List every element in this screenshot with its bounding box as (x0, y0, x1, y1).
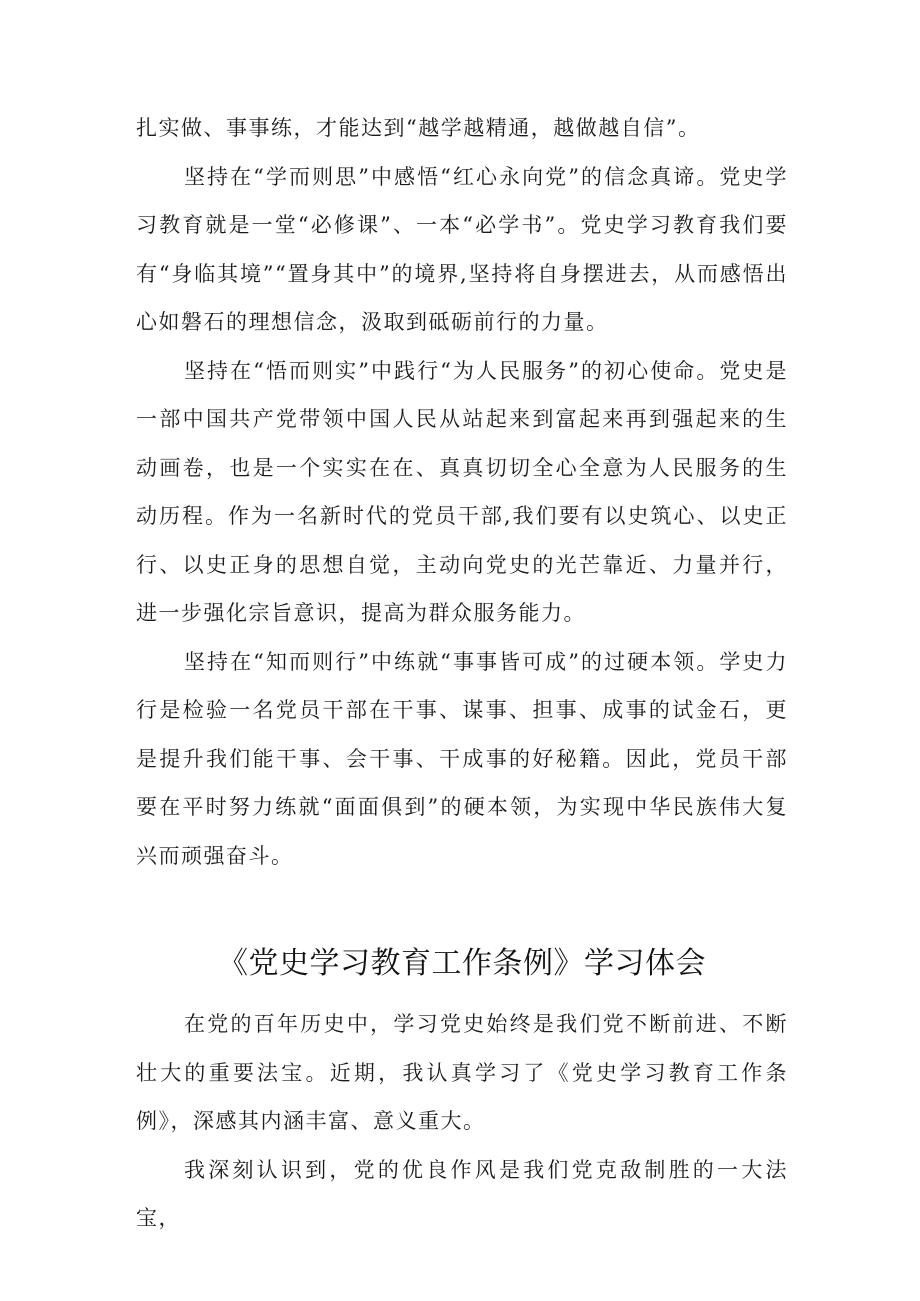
paragraph-knowing-doing: 坚持在“知而则行”中练就“事事皆可成”的过硬本领。学史力行是检验一名党员干部在干事、谋事、担事、成事的试金石，更是提升我们能干事、会干事、干成事的好秘籍。因此，党员干部要在平时努力练就“面面俱到”的硬本领，为实现中华民族伟大复兴而顽强奋斗。 (136, 649, 788, 868)
paragraph-understanding-practice: 坚持在“悟而则实”中践行“为人民服务”的初心使命。党史是一部中国共产党带领中国人民从站起来到富起来再到强起来的生动画卷，也是一个实实在在、真真切切全心全意为人民服务的生动历程。作为一名新时代的党员干部,我们要有以史筑心、以史正行、以史正身的思想自觉，主动向党史的光芒靠近、力量并行，进一步强化宗旨意识，提高为群众服务能力。 (136, 358, 788, 625)
document-body (136, 104, 788, 1243)
paragraph-learning-thinking: 坚持在“学而则思”中感悟“红心永向党”的信念真谛。党史学习教育就是一堂“必修课”、一本“必学书”。党史学习教育我们要有“身临其境”“置身其中”的境界,坚持将自身摆进去，从而感悟出心如磐石的理想信念，汲取到砥砺前行的力量。 (136, 164, 788, 334)
section-title: 《党史学习教育工作条例》学习体会 (218, 946, 706, 981)
section-paragraph-history: 在党的百年历史中，学习党史始终是我们党不断前进、不断壮大的重要法宝。近期，我认真学习了《党史学习教育工作条例》，深感其内涵丰富、意义重大。 (136, 1012, 788, 1133)
intro-paragraph: 扎实做、事事练，才能达到“越学越精通，越做越自信”。 (136, 116, 701, 140)
section-paragraph-style: 我深刻认识到，党的优良作风是我们党克敌制胜的一大法宝， (136, 1157, 788, 1230)
